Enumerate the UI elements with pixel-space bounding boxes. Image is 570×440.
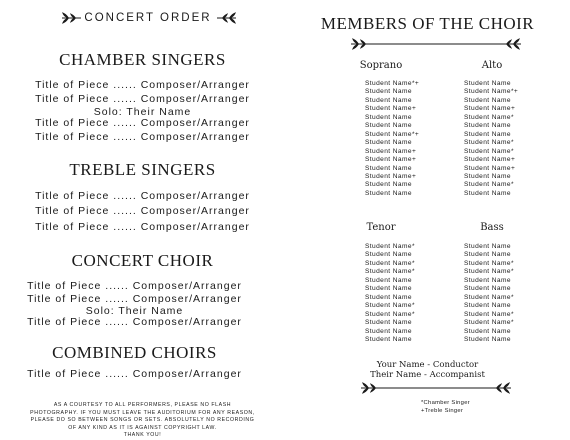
student-name: Student Name: [365, 285, 412, 293]
choir-members-page: [285, 0, 570, 440]
vine-divider-bottom-icon: [357, 380, 515, 396]
student-name: Student Name: [365, 113, 412, 121]
student-name: Student Name*: [365, 268, 415, 276]
student-name: Student Name+: [365, 147, 417, 155]
student-name: Student Name: [464, 80, 511, 87]
student-name: Student Name*: [464, 268, 514, 276]
student-name: Student Name*: [464, 139, 514, 147]
program-line: Title of Piece ...... Composer/Arranger: [35, 190, 250, 202]
notice-line: PLEASE DO SO BETWEEN SONGS OR SETS. ABSOLUTELY NO RECORDING: [30, 417, 255, 424]
courtesy-notice: [20, 402, 265, 440]
section-title-chamber-singers: CHAMBER SINGERS: [59, 50, 226, 69]
vine-divider-icon: [347, 36, 525, 52]
student-name: Student Name: [365, 293, 412, 301]
solo-line: Solo: Their Name: [85, 305, 184, 317]
program-line: Title of Piece ...... Composer/Arranger: [35, 131, 250, 143]
bass-list: [464, 243, 514, 344]
student-name: Student Name: [464, 276, 511, 284]
student-name: Student Name: [464, 122, 511, 130]
student-name: Student Name: [464, 285, 511, 293]
program-line: Title of Piece ...... Composer/Arranger: [27, 293, 242, 305]
student-name: Student Name: [365, 164, 412, 172]
notice-line: OF ANY KIND AS IT IS AGAINST COPYRIGHT LAW.: [68, 424, 217, 431]
student-name: Student Name*: [464, 113, 514, 121]
student-name: Student Name*: [464, 310, 514, 318]
student-name: Student Name: [464, 243, 511, 250]
section-title-combined-choirs: COMBINED CHOIRS: [52, 343, 217, 362]
student-name: Student Name+: [464, 164, 516, 172]
student-name: Student Name*+: [365, 130, 420, 138]
leaf-ornament-right-icon: [216, 10, 238, 26]
student-name: Student Name+: [365, 172, 417, 180]
legend-chamber-singer: *Chamber Singer: [421, 400, 470, 406]
student-name: Student Name: [464, 327, 511, 335]
student-name: Student Name*: [365, 310, 415, 318]
soprano-list: [365, 80, 419, 198]
student-name: Student Name*: [464, 293, 514, 301]
student-name: Student Name: [464, 302, 511, 310]
tenor-list: [365, 243, 415, 344]
notice-line: PHOTOGRAPHY. IF YOU MUST LEAVE THE AUDITORIUM FOR ANY REASON,: [30, 409, 255, 416]
voice-heading-alto: Alto: [481, 60, 503, 71]
section-title-treble-singers: TREBLE SINGERS: [69, 160, 216, 179]
student-name: Student Name+: [365, 105, 417, 113]
student-name: Student Name*: [464, 259, 514, 267]
voice-heading-bass: Bass: [480, 222, 504, 233]
student-name: Student Name: [464, 251, 511, 259]
notice-line: THANK YOU!: [123, 432, 162, 439]
alto-list: [464, 80, 518, 198]
student-name: Student Name*: [464, 147, 514, 155]
student-name: Student Name: [365, 276, 412, 284]
student-name: Student Name*+: [464, 88, 519, 96]
program-line: Title of Piece ...... Composer/Arranger: [27, 280, 242, 292]
program-line: Title of Piece ...... Composer/Arranger: [35, 93, 250, 105]
student-name: Student Name: [365, 122, 412, 130]
student-name: Student Name: [365, 335, 412, 343]
members-title: MEMBERS OF THE CHOIR: [320, 14, 535, 33]
program-line: Title of Piece ...... Composer/Arranger: [27, 316, 242, 328]
voice-heading-soprano: Soprano: [359, 60, 403, 71]
student-name: Student Name: [365, 88, 412, 96]
program-line: Title of Piece ...... Composer/Arranger: [27, 368, 242, 380]
legend-treble-singer: +Treble Singer: [421, 407, 464, 414]
student-name: Student Name+: [464, 156, 516, 164]
leaf-ornament-left-icon: [60, 10, 82, 26]
student-name: Student Name*+: [365, 80, 420, 87]
student-name: Student Name: [365, 327, 412, 335]
program-line: Title of Piece ...... Composer/Arranger: [35, 205, 250, 217]
student-name: Student Name: [365, 96, 412, 104]
student-name: Student Name: [365, 251, 412, 259]
program-line: Title of Piece ...... Composer/Arranger: [35, 117, 250, 129]
conductor-line: Your Name - Conductor: [376, 360, 479, 370]
student-name: Student Name: [365, 319, 412, 327]
concert-order-header: CONCERT ORDER: [84, 12, 212, 24]
legend: [421, 400, 470, 415]
program-line: Title of Piece ...... Composer/Arranger: [35, 221, 250, 233]
student-name: Student Name: [464, 130, 511, 138]
student-name: Student Name*: [464, 181, 514, 189]
voice-heading-tenor: Tenor: [366, 222, 396, 233]
student-name: Student Name: [464, 172, 511, 180]
student-name: Student Name: [365, 181, 412, 189]
student-name: Student Name*: [464, 319, 514, 327]
student-name: Student Name: [464, 335, 511, 343]
student-name: Student Name+: [365, 156, 417, 164]
student-name: Student Name*: [365, 302, 415, 310]
student-name: Student Name: [464, 189, 511, 197]
student-name: Student Name: [464, 96, 511, 104]
student-name: Student Name+: [464, 105, 516, 113]
section-title-concert-choir: CONCERT CHOIR: [71, 251, 214, 270]
accompanist-line: Their Name - Accompanist: [370, 370, 485, 380]
notice-line: AS A COURTESY TO ALL PERFORMERS, PLEASE NO FLASH: [53, 402, 232, 408]
student-name: Student Name: [365, 139, 412, 147]
student-name: Student Name: [365, 189, 412, 197]
program-line: Title of Piece ...... Composer/Arranger: [35, 79, 250, 91]
student-name: Student Name*: [365, 259, 415, 267]
student-name: Student Name*: [365, 243, 415, 250]
solo-line: Solo: Their Name: [93, 106, 192, 118]
